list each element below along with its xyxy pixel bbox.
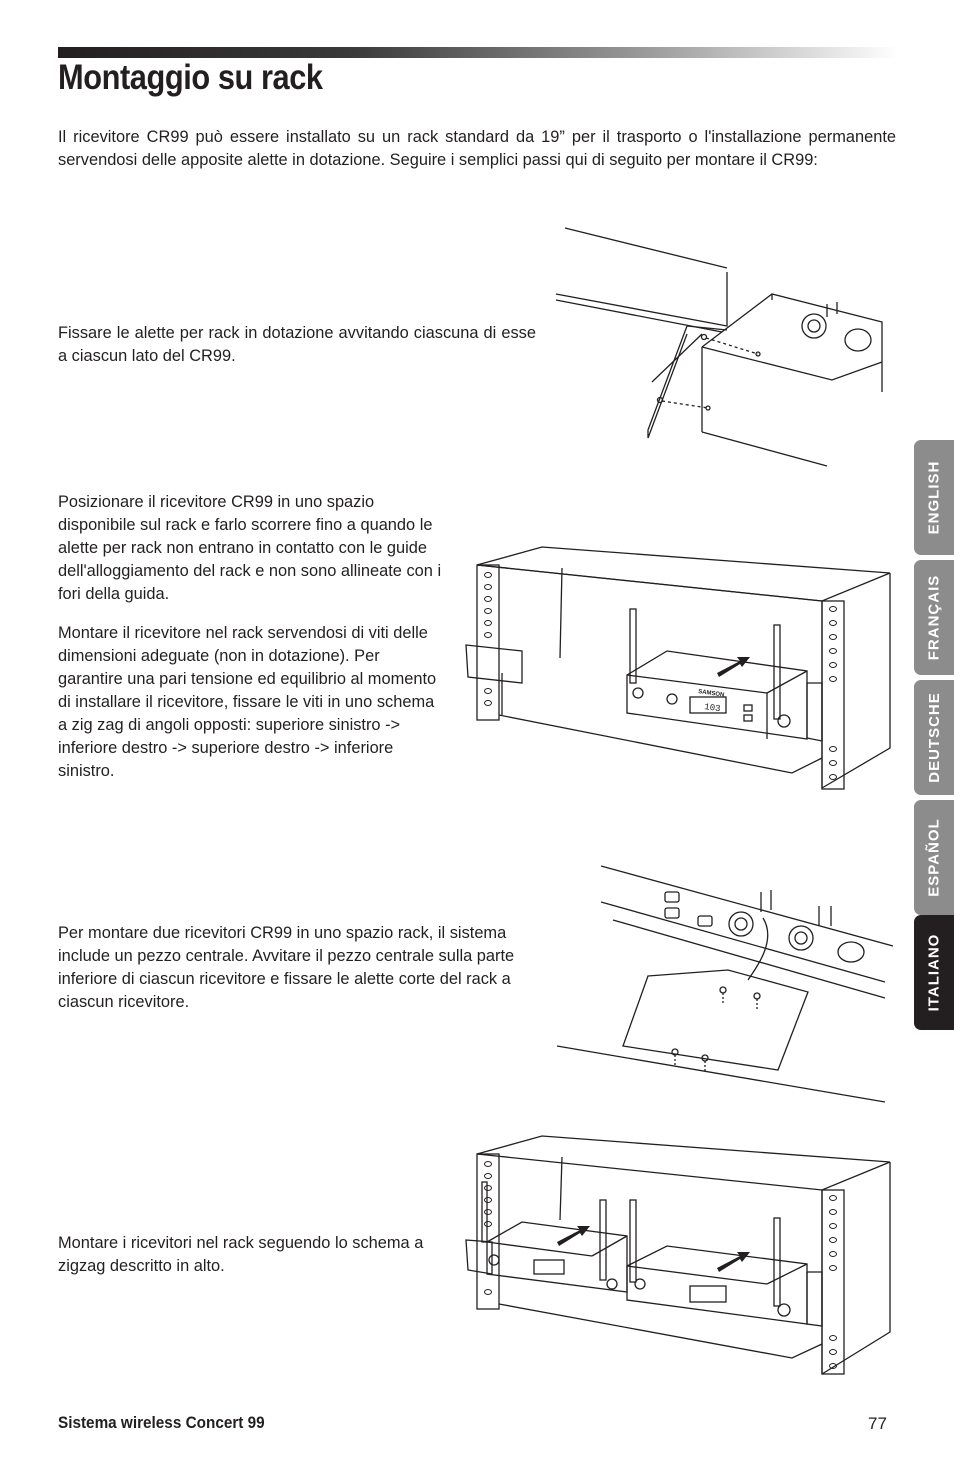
step3-text: Per montare due ricevitori CR99 in uno spazio rack, il sistema include un pezzo centrale. Avvitare il pezzo centrale sulla parte inferiore di ciascun ricevitore e fissare le alette corte del rack a ciascun ricevitore. (58, 924, 515, 1011)
figure-double-rack (462, 1132, 894, 1378)
tab-italiano[interactable] (914, 915, 954, 1030)
step2a-text: Posizionare il ricevitore CR99 in uno spazio disponibile sul rack e farlo scorrere fino a quando le alette per rack non entrano in contatto con le guide dell'alloggiamento del rack e non sono allineate con i fori della guida. (58, 493, 442, 603)
footer-product-name: Sistema wireless Concert 99 (58, 1413, 265, 1432)
figure-rack-ear-attach (552, 222, 897, 470)
tab-espanol-label: ESPAÑOL (925, 818, 943, 897)
step2b-text: Montare il ricevitore nel rack servendosi di viti delle dimensioni adeguate (non in dotazione). Per garantire una pari tensione ed equilibrio al momento di installare il ricevitore, fissare le viti in uno schema a zig zag di angoli opposti: superiore sinistro -> inferiore destro -> superiore destro -> inferiore sinistro. (58, 624, 437, 780)
device-display-label: 103 (703, 702, 722, 715)
page-title: Montaggio su rack (58, 58, 323, 97)
tab-english[interactable] (914, 440, 954, 555)
figure-single-rack (462, 543, 894, 793)
header-rule (58, 47, 898, 58)
step1-text: Fissare le alette per rack in dotazione avvitando ciascuna di esse a ciascun lato del CR99. (58, 324, 536, 365)
figure-center-piece (553, 862, 896, 1107)
tab-francais-label: FRANÇAIS (925, 574, 943, 661)
tab-deutsche-label: DEUTSCHE (925, 692, 943, 783)
device-brand-label: SAMSON (697, 689, 725, 699)
tab-francais[interactable] (914, 560, 954, 675)
intro-paragraph: Il ricevitore CR99 può essere installato su un rack standard da 19” per il trasporto o l'installazione permanente servendosi delle apposite alette in dotazione. Seguire i semplici passi qui di seguito per montare il CR99: (58, 128, 896, 169)
tab-espanol[interactable] (914, 800, 954, 915)
tab-italiano-label: ITALIANO (925, 933, 943, 1012)
step4-text: Montare i ricevitori nel rack seguendo lo schema a zigzag descritto in alto. (58, 1234, 424, 1275)
tab-english-label: ENGLISH (925, 460, 943, 535)
footer-page-number: 77 (868, 1414, 887, 1433)
tab-deutsche[interactable] (914, 680, 954, 795)
